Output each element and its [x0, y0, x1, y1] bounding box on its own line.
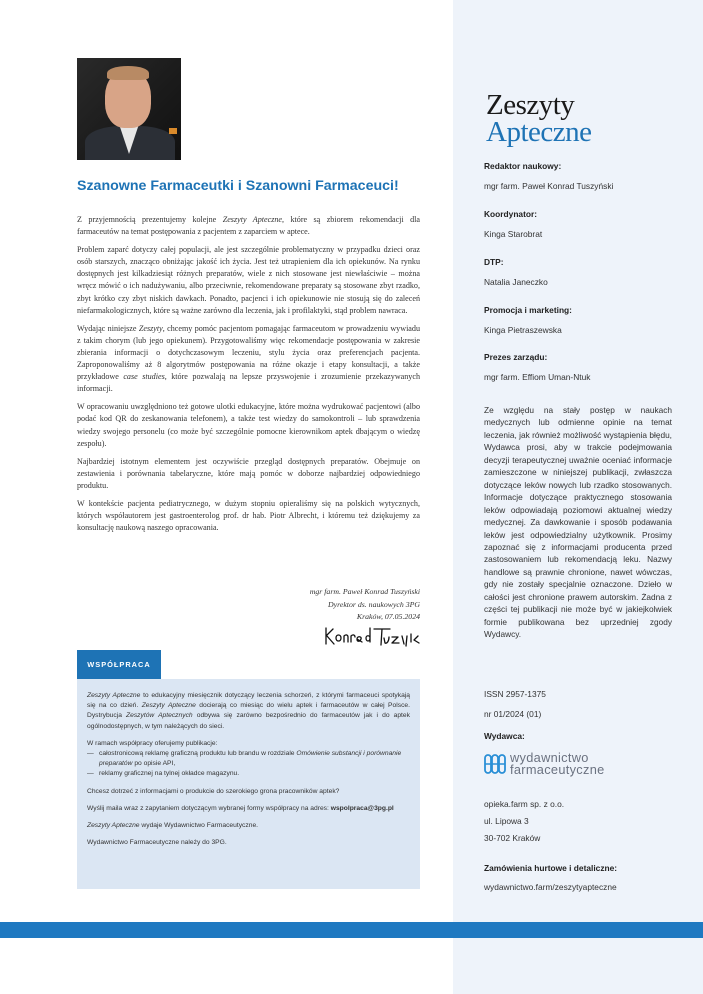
- letter-paragraph-3: [77, 323, 420, 396]
- coop-emphasis: Omówienie substancji i porównanie preparatów: [99, 750, 402, 768]
- orders-label: Zamówienia hurtowe i detaliczne:: [484, 863, 618, 873]
- board-value: mgr farm. Effiom Uman-Ntuk: [484, 372, 591, 382]
- footer-bar: [0, 922, 703, 938]
- coop-text: docierają co miesiąc do wielu aptek i farmaceutów w całej Polsce. Dystrybucja: [87, 702, 410, 720]
- publisher-logo-line2: farmaceutyczne: [510, 762, 605, 777]
- coop-text: wydaje Wydawnictwo Farmaceutyczne.: [139, 822, 259, 830]
- coop-text: całostronicową reklamę graficzną produktu lub brandu w rozdziale: [99, 750, 297, 758]
- author-photo-hair: [107, 66, 149, 80]
- cooperation-paragraph-6: Wydawnictwo Farmaceutyczne należy do 3PG.: [87, 839, 227, 847]
- address-street: ul. Lipowa 3: [484, 816, 529, 826]
- promotion-value: Kinga Pietraszewska: [484, 325, 562, 335]
- issn-number: ISSN 2957-1375: [484, 689, 546, 699]
- editorial-letter: [77, 214, 420, 540]
- letter-emphasis: case studies: [123, 372, 165, 382]
- signature-name: mgr farm. Paweł Konrad Tuszyński: [309, 587, 420, 596]
- publisher-label: Wydawca:: [484, 731, 525, 741]
- publisher-logo: [484, 750, 624, 778]
- letter-paragraph-5: Najbardziej istotnym elementem jest oczywiście przegląd dostępnych preparatów. Obejmuje on zestawienia i porównania tabelaryczne, które mają pomóc w doborze najbardziej odpowiedniego produktu.: [77, 456, 420, 490]
- cooperation-paragraph-4: [87, 804, 410, 814]
- letter-title-ref: Zeszyty: [138, 323, 163, 333]
- editor-value: mgr farm. Paweł Konrad Tuszyński: [484, 181, 614, 191]
- author-photo: [77, 58, 181, 160]
- publisher-logo-line1: wydawnictwo: [510, 750, 589, 765]
- cooperation-paragraph-5: [87, 821, 410, 831]
- coop-title-ref: Zeszytów Aptecznych: [126, 712, 193, 720]
- coop-title-ref: Zeszyty Apteczne: [87, 822, 140, 830]
- letter-paragraph-2: Problem zaparć dotyczy całej populacji, ale jest szczególnie problematyczny w przypadku dzieci oraz osób starszych, znacząco obniżając jakość ich życia. Jest też utrapieniem dla ich opiekunów. Na rynku dostępnych jest kilkadziesiąt różnych preparatów, wiele z nich stosowane jest niewłaściwie – można wręcz mówić o ich nadużywaniu, albo przeciwnie, rekomendowane preparaty są stosowane zbyt rzadko, zbyt krótko czy zbyt niskich dawkach. Ponadto, pacjenci i ich opiekunowie nie stosują się do zaleceń niefarmakologicznych, które są ważne zarówno dla leczenia, jak i profilaktyki, stąd problem nawraca.: [77, 245, 420, 315]
- publisher-logo-icon: [484, 752, 506, 776]
- coop-text: odbywa się zarówno bezpośrednio do farmaceutów jak i do aptek ogólnodostępnych, w tym należących do sieci.: [87, 712, 410, 730]
- orders-link[interactable]: wydawnictwo.farm/zeszytyapteczne: [484, 882, 617, 892]
- cooperation-paragraph-1: [87, 691, 410, 732]
- address-company: opieka.farm sp. z o.o.: [484, 799, 565, 809]
- letter-salutation: Szanowne Farmaceutki i Szanowni Farmaceuci!: [77, 178, 399, 194]
- letter-text: , chcemy pomóc pacjentom pomagając farmaceutom w prowadzeniu wywiadu z takim chorym (lub jego opiekunem). Przygotowaliśmy więc rekomendacje postępowania w zakresie zbierania informacji o dotychczasowym leczeniu, stylu życia oraz preferencjach pacjenta. Zaproponowaliśmy aż 8 algorytmów postępowania na różne okazje i etapy konsultacji, a także przykładowe: [77, 323, 420, 382]
- dtp-value: Natalia Janeczko: [484, 277, 548, 287]
- letter-paragraph-4: W opracowaniu uwzględniono też gotowe ulotki edukacyjne, które można wydrukować pacjentowi (albo podać kod QR do zeskanowania telefonem), a także test wiedzy do samokontroli – lub sprawdzenia wiedzy swojego personelu (co może być szczególnie pomocne kierownikom aptek dbającym o wiedzę zespołu).: [77, 402, 420, 448]
- cooperation-paragraph-3: Chcesz dotrzeć z informacjami o produkcie do szerokiego grona pracowników aptek?: [87, 787, 340, 795]
- editor-label: Redaktor naukowy:: [484, 161, 562, 171]
- cooperation-offer-intro: W ramach współpracy oferujemy publikacje:: [87, 739, 218, 747]
- coop-text: po opisie API,: [132, 760, 176, 768]
- magazine-logo-line1: Zeszyty: [486, 89, 575, 121]
- cooperation-offer-item: — reklamy graficznej na tylnej okładce magazynu.: [87, 769, 410, 779]
- coop-title-ref: Zeszyty Apteczne: [87, 692, 141, 699]
- signature-place-date: Kraków, 07.05.2024: [356, 612, 420, 621]
- issue-number: nr 01/2024 (01): [484, 709, 542, 719]
- handwritten-signature: [322, 624, 422, 648]
- dtp-label: DTP:: [484, 257, 504, 267]
- address-city: 30-702 Kraków: [484, 833, 541, 843]
- author-photo-background-accent: [169, 128, 177, 134]
- signature-role: Dyrektor ds. naukowych 3PG: [328, 599, 420, 609]
- letter-text: , które są zbiorem rekomendacji dla farmaceutów na temat postępowania z pacjentem z zaparciem w aptece.: [77, 215, 420, 237]
- letter-text: Wydając niniejsze: [77, 323, 139, 333]
- promotion-label: Promocja i marketing:: [484, 305, 572, 315]
- letter-title-ref: Zeszyty Apteczne: [222, 215, 283, 224]
- magazine-logo-line2: Apteczne: [486, 116, 592, 148]
- letter-text: , które pozwalają na lepsze przyswojenie i zrozumienie przekazywanych informacji.: [77, 372, 420, 394]
- cooperation-tab: WSPÓŁPRACA: [77, 650, 161, 679]
- cooperation-offer-list: [87, 749, 410, 780]
- coop-text: to edukacyjny miesięcznik dotyczący leczenia schorzeń, z którymi farmaceuci spotykają się na co dzień.: [87, 692, 411, 710]
- letter-paragraph-6: W kontekście pacjenta pediatrycznego, w dużym stopniu opieraliśmy się na polskich wytycznych, których współautorem jest gastroenterolog prof. dr hab. Piotr Albrecht, i któremu też dziękujemy za konsultację naukową naszego opracowania.: [77, 498, 420, 533]
- cooperation-box: [77, 679, 420, 889]
- letter-paragraph-1: [77, 214, 420, 238]
- letter-text: Z przyjemnością prezentujemy kolejne: [77, 215, 223, 224]
- cooperation-email-link[interactable]: wspolpraca@3pg.pl: [330, 804, 394, 812]
- coop-title-ref: Zeszyty Apteczne: [141, 702, 196, 710]
- magazine-logo: [486, 89, 592, 148]
- board-label: Prezes zarządu:: [484, 352, 548, 362]
- coordinator-label: Koordynator:: [484, 209, 538, 219]
- cooperation-offer-item: [87, 749, 410, 769]
- coordinator-value: Kinga Starobrat: [484, 229, 543, 239]
- coop-text: Wyślij maila wraz z zapytaniem dotyczącym wybranej formy współpracy na adres:: [87, 804, 331, 812]
- legal-disclaimer: Ze względu na stały postęp w naukach medycznych lub odmienne opinie na temat leczenia, jak również możliwość wystąpienia błędu, Wydawca prosi, aby w trakcie podejmowania decyzji terapeutycznej uważnie oceniać informacje zamieszczone w niniejszej publikacji, zwłaszcza dotyczące leków nowych lub rzadko stosowanych. Informacje dotyczące praktycznego stosowania leków odpowiadają poziomowi aktualnej wiedzy medycznej. Za dawkowanie i sposób podawania leków jest odpowiedzialny użytkownik. Prosimy zapoznać się z informacjami producenta przed zastosowaniem lub rekomendacją leku. Nazwy handlowe są prawnie chronione, nawet wówczas, gdy nie zostały specjalnie oznaczone. Dzieło w całości jest chronione prawem autorskim. Żadna z części tej publikacji nie może być w jakiejkolwiek formie publikowana bez uprzedniej zgody Wydawcy.: [484, 405, 672, 640]
- letter-signature-block: [200, 586, 420, 624]
